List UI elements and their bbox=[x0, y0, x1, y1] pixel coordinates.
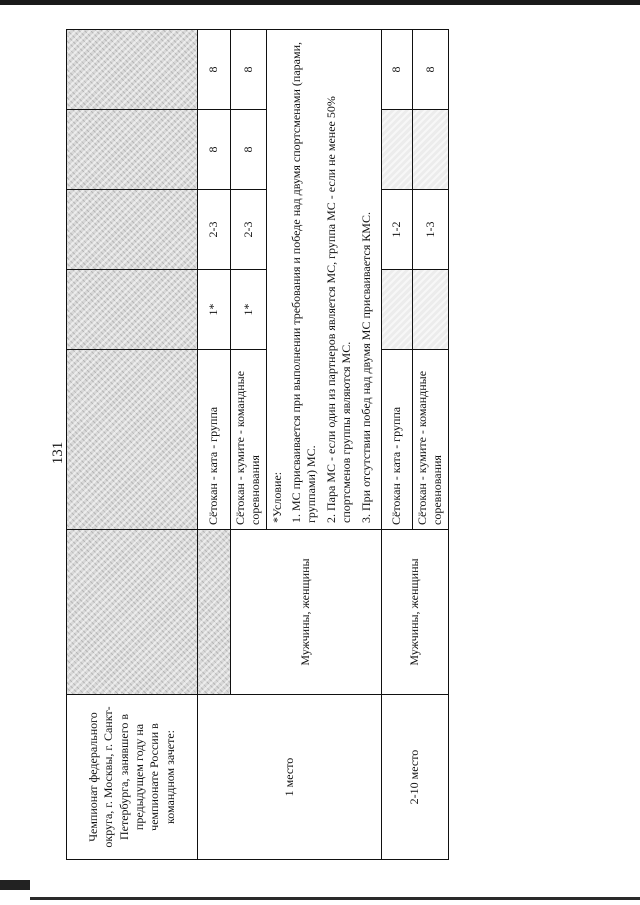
value-cell: 1* bbox=[231, 270, 267, 350]
shaded-cell bbox=[67, 350, 198, 530]
value-cell: 2-3 bbox=[198, 190, 231, 270]
value-cell: 2-3 bbox=[231, 190, 267, 270]
rotated-table-canvas bbox=[66, 30, 445, 860]
shaded-cell bbox=[67, 190, 198, 270]
shaded-cell bbox=[381, 110, 412, 190]
place-cell: 2-10 место bbox=[381, 695, 448, 860]
competition-title-cell: Чемпионат федерального округа, г. Москвы, г. Санкт-Петербурга, занявшего в предыдущем году на чемпионате России в командном зачете: bbox=[67, 695, 198, 860]
scan-corner-mark bbox=[0, 880, 30, 890]
value-cell: 8 bbox=[198, 30, 231, 110]
shaded-cell bbox=[381, 270, 412, 350]
conditions-heading: *Условие: bbox=[269, 471, 284, 523]
value-cell: 8 bbox=[231, 110, 267, 190]
discipline-cell: Сётокан - ката - группа bbox=[198, 350, 231, 530]
conditions-note bbox=[266, 30, 381, 530]
scan-top-edge bbox=[0, 0, 640, 5]
discipline-cell: Сётокан - кумите - командные соревнования bbox=[412, 350, 448, 530]
shaded-cell bbox=[412, 110, 448, 190]
value-cell: 8 bbox=[412, 30, 448, 110]
page-number: 131 bbox=[50, 441, 66, 465]
value-cell: 1-2 bbox=[381, 190, 412, 270]
discipline-cell: Сётокан - кумите - командные соревнования bbox=[231, 350, 267, 530]
value-cell: 1* bbox=[198, 270, 231, 350]
shaded-cell bbox=[67, 530, 198, 695]
condition-item: 1. МС присваивается при выполнении требования и победе над двумя спортсменами (парами, группами) МС. bbox=[289, 42, 319, 523]
value-cell: 1-3 bbox=[412, 190, 448, 270]
value-cell: 8 bbox=[198, 110, 231, 190]
condition-item: 2. Пара МС - если один из партнеров является МС, группа МС - если не менее 50% спортсменов группы являются МС. bbox=[323, 96, 354, 523]
value-cell: 8 bbox=[231, 30, 267, 110]
shaded-cell bbox=[412, 270, 448, 350]
scan-bottom-edge bbox=[30, 897, 640, 900]
shaded-cell bbox=[67, 110, 198, 190]
place-cell: 1 место bbox=[198, 695, 382, 860]
gender-cell: Мужчины, женщины bbox=[231, 530, 382, 695]
shaded-cell bbox=[67, 30, 198, 110]
ranking-requirements-table bbox=[66, 29, 449, 860]
discipline-cell: Сётокан - ката - группа bbox=[381, 350, 412, 530]
shaded-cell bbox=[198, 530, 231, 695]
value-cell: 8 bbox=[381, 30, 412, 110]
gender-cell: Мужчины, женщины bbox=[381, 530, 448, 695]
condition-item: 3. При отсутствии побед над двумя МС присваивается КМС. bbox=[358, 212, 373, 523]
shaded-cell bbox=[67, 270, 198, 350]
